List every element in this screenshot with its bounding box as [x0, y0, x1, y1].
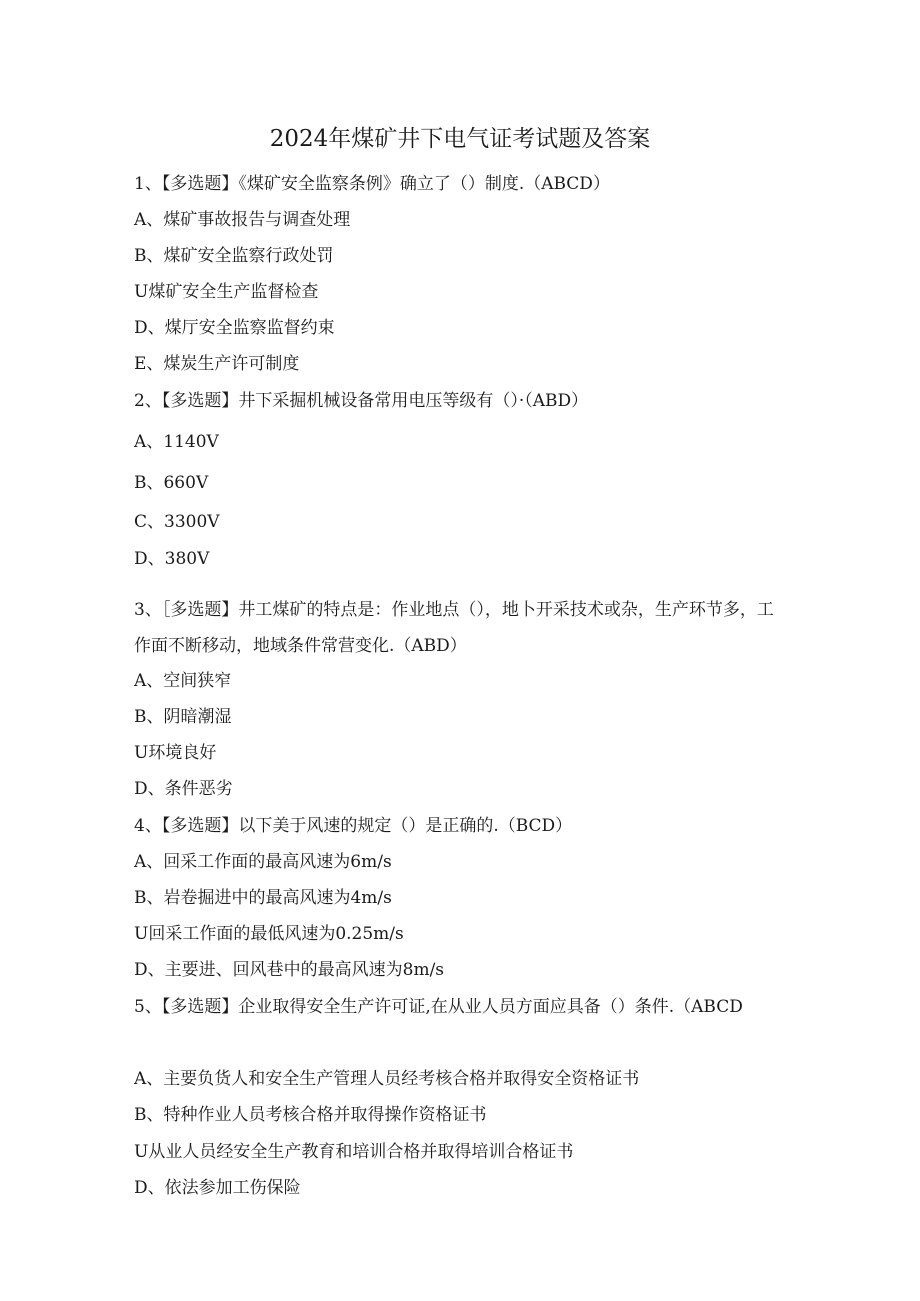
document-title: 2024年煤矿井下电气证考试题及答案 — [269, 126, 651, 152]
question-4-option-c: U回采工作面的最低风速为0.25m∕s — [134, 924, 404, 944]
question-5-stem: 5、【多选题】企业取得安全生产许可证,在从业人员方面应具备（）条件.（ABCD — [134, 997, 743, 1017]
question-1-option-a: A、煤矿事故报告与调查处理 — [134, 210, 351, 230]
question-3-option-d: D、条件恶劣 — [134, 779, 233, 799]
question-2-option-d: D、380V — [134, 549, 210, 569]
question-5-option-b: B、特种作业人员考核合格并取得操作资格证书 — [134, 1105, 487, 1125]
question-2-stem: 2、【多选题】井下采掘机械设备常用电压等级有（）·（ABD） — [134, 391, 589, 411]
question-3-option-b: B、阴暗潮湿 — [134, 707, 232, 727]
question-1-option-e: E、煤炭生产许可制度 — [134, 354, 300, 374]
question-2-option-b: B、660V — [134, 473, 209, 493]
question-2-option-c: C、3300V — [134, 512, 220, 532]
question-1-option-b: B、煤矿安全监察行政处罚 — [134, 246, 334, 266]
question-5-option-d: D、依法参加工伤保险 — [134, 1178, 301, 1198]
question-3-option-a: A、空间狭窄 — [134, 671, 232, 691]
question-2-option-a: A、1140V — [134, 432, 219, 452]
question-4-option-a: A、回采工作面的最高风速为6m∕s — [134, 852, 392, 872]
question-5-option-a: A、主要负货人和安全生产管理人员经考核合格并取得安全资格证书 — [134, 1069, 640, 1089]
question-4-option-d: D、主要进、回风巷中的最高风速为8m∕s — [134, 960, 445, 980]
question-1-option-d: D、煤厅安全监察监督约束 — [134, 318, 335, 338]
question-3-option-c: U环境良好 — [134, 743, 217, 763]
question-4-stem: 4、【多选题】以下美于风速的规定（）是正确的.（BCD） — [134, 816, 573, 836]
question-4-option-b: B、岩卷掘进中的最高风速为4m∕s — [134, 888, 392, 908]
question-1-option-c: U煤矿安全生产监督检查 — [134, 282, 319, 302]
question-3-stem: 3、［多选题】井工煤矿的特点是：作业地点（），地卜开采技术或杂，生产环节多，工作面不断移动，地域条件常营变化.（ABD） — [134, 600, 774, 656]
question-5-option-c: U从业人员经安全生产教育和培训合格并取得培训合格证书 — [134, 1142, 574, 1162]
question-1-stem: 1、【多选题】《煤矿安全监察条例》确立了（）制度.（ABCD） — [134, 174, 610, 194]
